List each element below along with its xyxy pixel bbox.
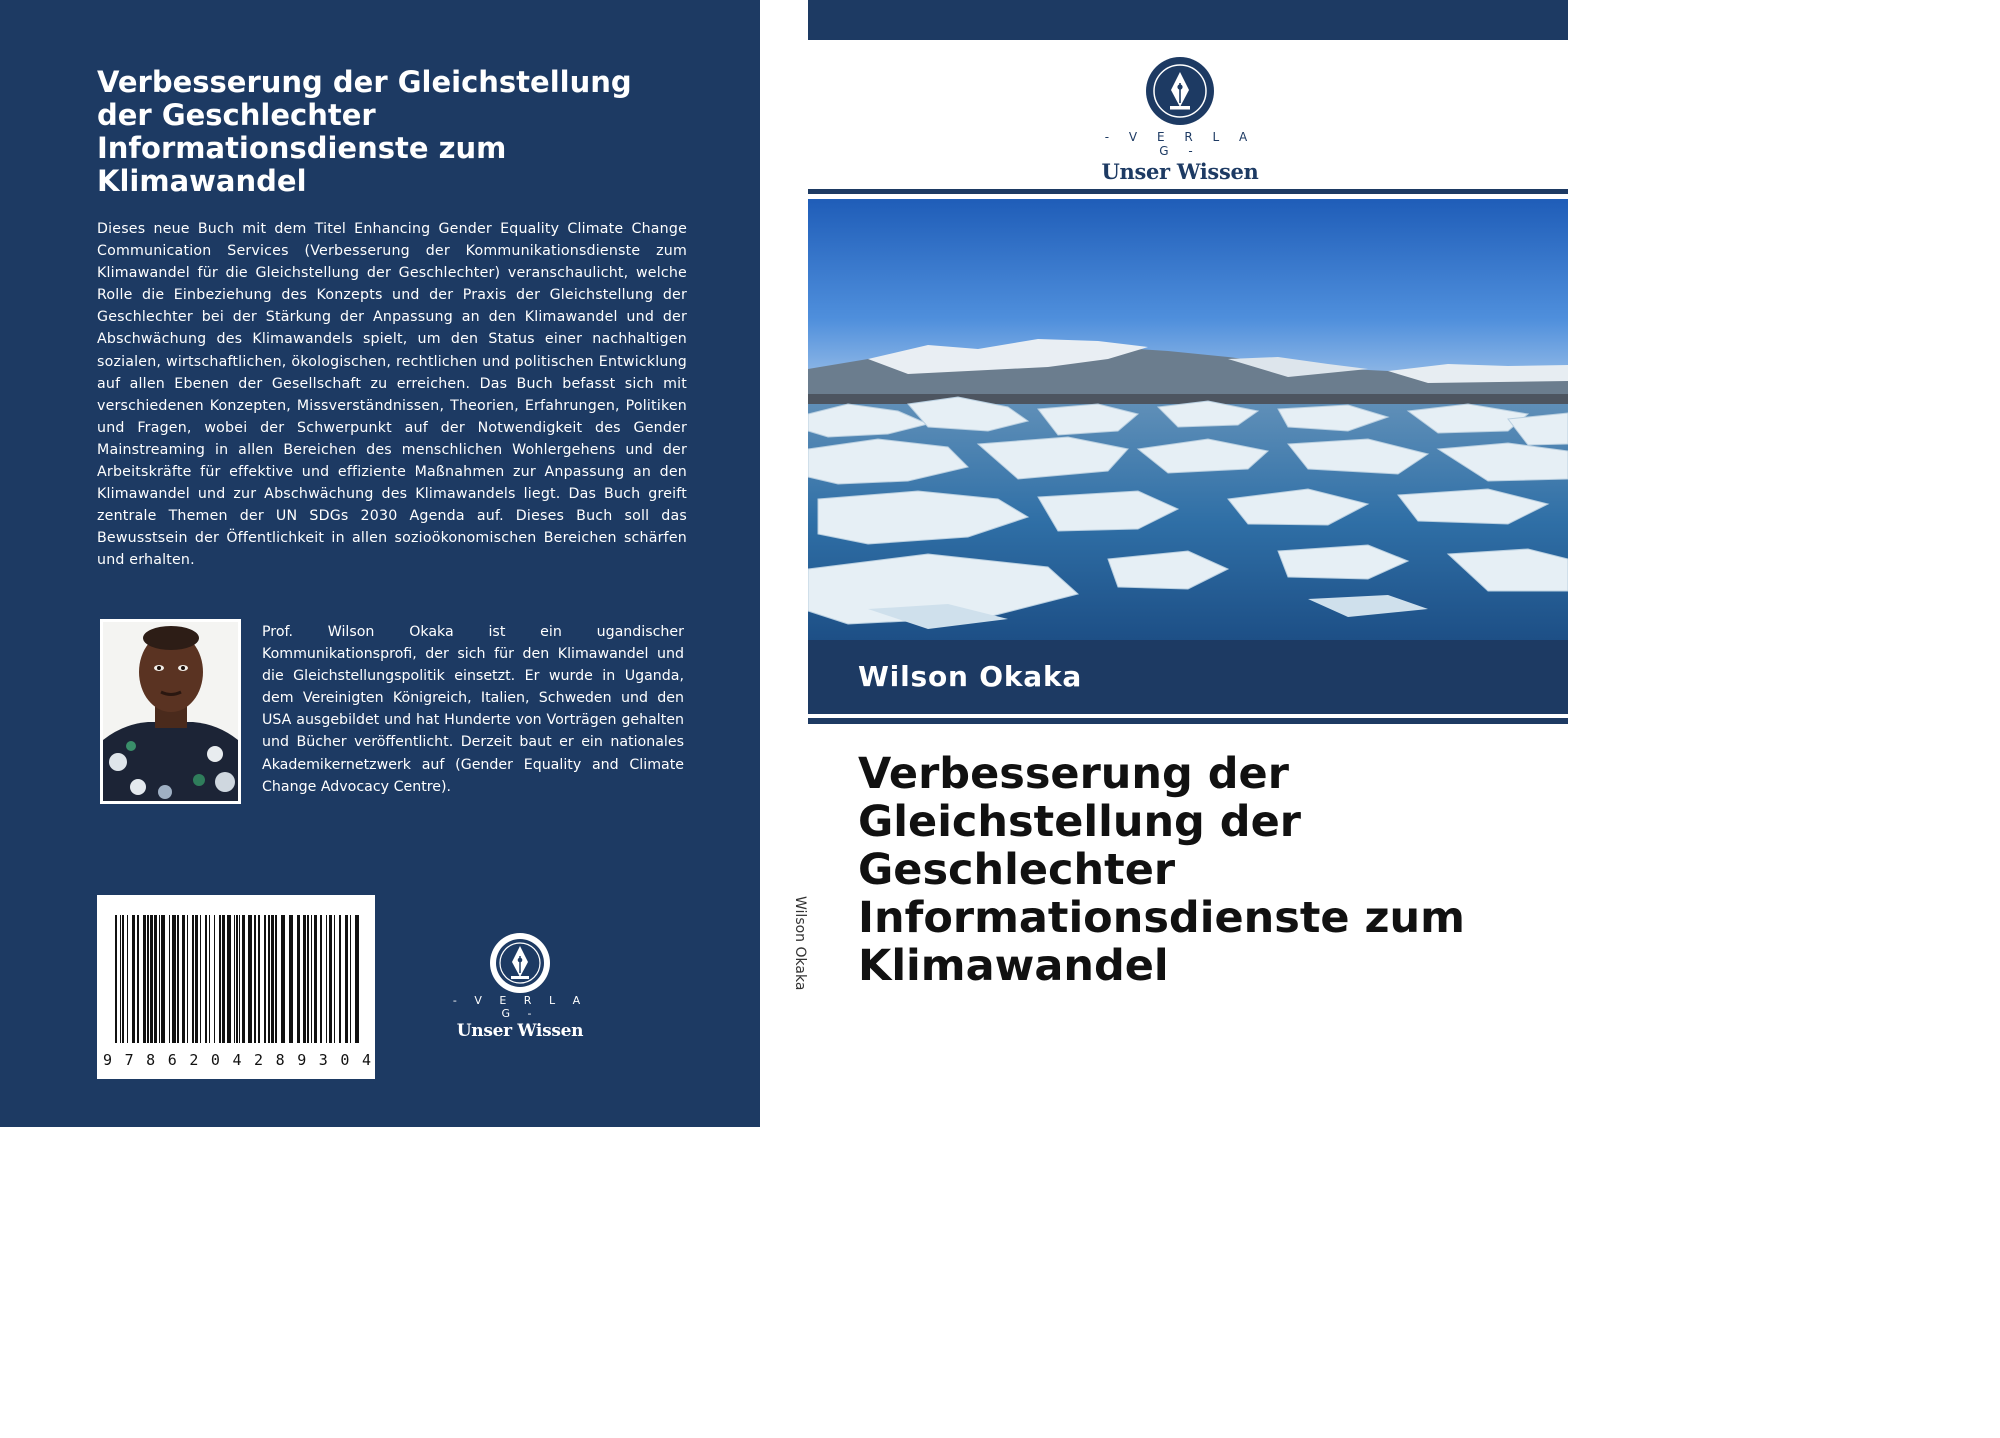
back-title-line: der Geschlechter <box>97 98 376 132</box>
publisher-name: Unser Wissen <box>1101 159 1259 184</box>
isbn-digit: 9 <box>103 1051 113 1069</box>
divider-rule <box>808 718 1568 724</box>
isbn-digit: 9 <box>297 1051 307 1069</box>
back-title-line: Informationsdienste zum <box>97 131 507 165</box>
isbn-digit: 8 <box>275 1051 285 1069</box>
isbn-digit: 3 <box>318 1051 328 1069</box>
front-cover-title <box>858 750 1548 990</box>
spine-author: Wilson Okaka <box>792 896 808 991</box>
isbn-barcode <box>97 895 375 1079</box>
author-photo <box>100 619 241 804</box>
isbn-digit: 0 <box>340 1051 350 1069</box>
back-title-line: Klimawandel <box>97 164 307 198</box>
isbn-digits <box>103 1051 371 1069</box>
back-title-line: Verbesserung der Gleichstellung <box>97 65 632 99</box>
publisher-verlag-label: - V E R L A G - <box>1104 130 1256 158</box>
back-cover-title <box>97 66 697 198</box>
book-description: Dieses neue Buch mit dem Titel Enhancing Gender Equality Climate Change Communication Services (Verbesserung der Kommunikationsdienste zum Klimawandel für die Gleichstellung der Geschlechter) veranschaulicht, welche Rolle die Einbeziehung des Konzepts und der Praxis der Gleichstellung der Geschlechter bei der Stärkung der Anpassung an den Klimawandel und der Abschwächung des Klimawandels spielt, um den Status einer nachhaltigen sozialen, wirtschaftlichen, ökologischen, rechtlichen und politischen Entwicklung auf allen Ebenen der Gesellschaft zu erreichen. Das Buch befasst sich mit verschiedenen Konzepten, Missverständnissen, Theorien, Erfahrungen, Politiken und Fragen, wobei der Schwerpunkt auf der Notwendigkeit des Gender Mainstreaming in allen Bereichen des menschlichen Wohlergehens und der Arbeitskräfte für effektive und effiziente Maßnahmen zur Anpassung an den Klimawandel und zur Abschwächung des Klimawandels liegt. Das Buch greift zentrale Themen der UN SDGs 2030 Agenda auf. Dieses Buch soll das Bewusstsein der Öffentlichkeit in allen sozioökonomischen Bereichen schärfen und erhalten. <box>97 221 687 569</box>
isbn-digit: 4 <box>361 1051 371 1069</box>
isbn-digit: 8 <box>146 1051 156 1069</box>
back-cover <box>0 0 760 1127</box>
isbn-digit: 6 <box>167 1051 177 1069</box>
front-title-line: Geschlechter <box>858 845 1176 895</box>
front-title-line: Klimawandel <box>858 941 1169 991</box>
front-title-line: Informationsdienste zum <box>858 893 1465 943</box>
barcode-bars-icon <box>97 895 375 1045</box>
author-bio: Prof. Wilson Okaka ist ein ugandischer Kommunikationsprofi, der sich für den Klimawandel und die Gleichstellungspolitik einsetzt. Er wurde in Uganda, dem Vereinigten Königreich, Italien, Schweden und den USA ausgebildet und hat Hunderte von Vorträgen gehalten und Bücher veröffentlicht. Derzeit baut er ein nationales Akademikernetzwerk auf (Gender Equality and Climate Change Advocacy Centre). <box>262 624 684 795</box>
front-publisher-logo <box>1100 56 1260 184</box>
cover-photo-glacier-lagoon <box>808 199 1568 640</box>
isbn-digit: 4 <box>232 1051 242 1069</box>
publisher-verlag-label: - V E R L A G - <box>452 994 588 1020</box>
publisher-name: Unser Wissen <box>456 1021 584 1041</box>
isbn-digit: 2 <box>254 1051 264 1069</box>
isbn-digit: 0 <box>210 1051 220 1069</box>
isbn-digit: 7 <box>124 1051 134 1069</box>
isbn-digit: 2 <box>189 1051 199 1069</box>
front-top-bar <box>808 0 1568 40</box>
front-title-line: Gleichstellung der <box>858 797 1301 847</box>
front-author-name: Wilson Okaka <box>858 660 1083 693</box>
fountain-pen-nib-icon <box>1145 56 1215 126</box>
divider-rule <box>808 189 1568 194</box>
front-author-band <box>808 640 1568 714</box>
back-publisher-logo <box>450 932 590 1041</box>
fountain-pen-nib-icon <box>489 932 551 994</box>
front-title-line: Verbesserung der <box>858 749 1289 799</box>
